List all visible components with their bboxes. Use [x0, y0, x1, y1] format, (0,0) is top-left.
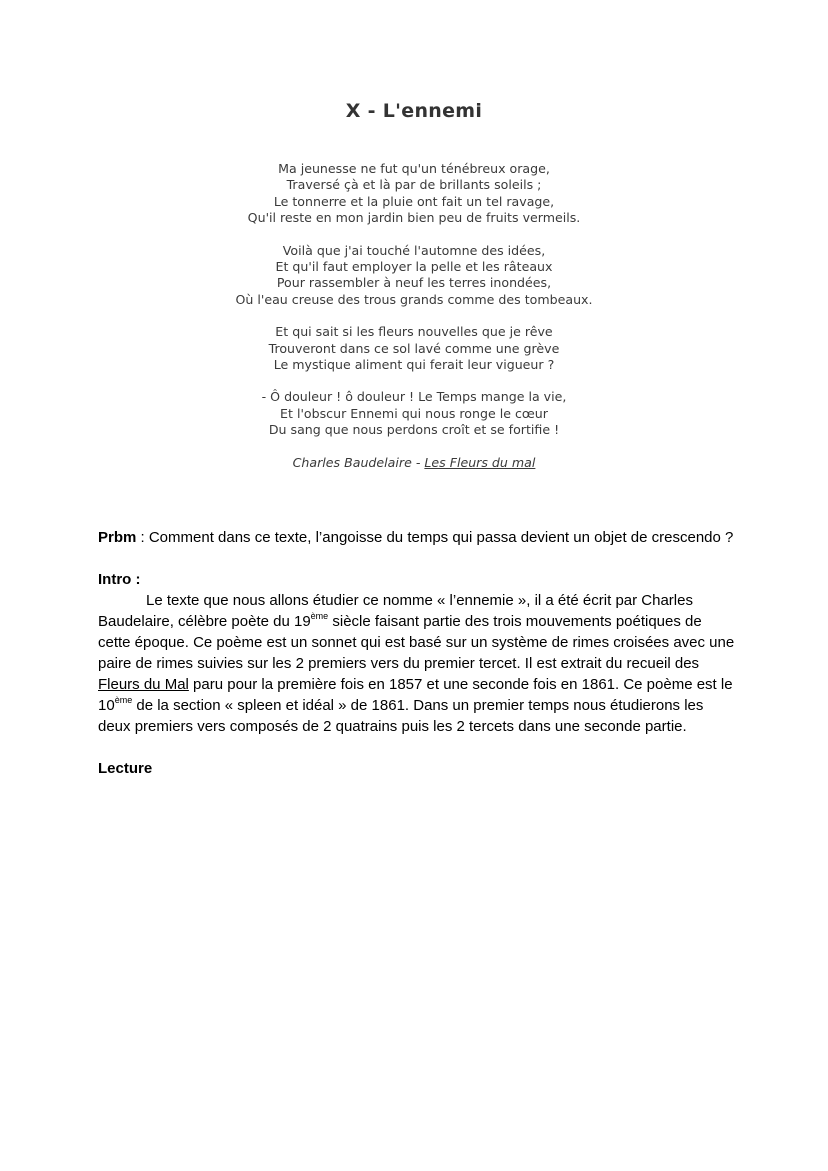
- verse: Le tonnerre et la pluie ont fait un tel ravage,: [273, 193, 555, 209]
- stanza-2: [0, 243, 828, 309]
- author-name: Charles Baudelaire -: [292, 454, 425, 470]
- poem-attribution: [0, 455, 828, 471]
- intro-heading: Intro :: [98, 571, 141, 588]
- verse: Le mystique aliment qui ferait leur vigueur ?: [273, 357, 555, 373]
- verse: Où l'eau creuse des trous grands comme des tombeaux.: [235, 291, 593, 307]
- intro-paragraph: Le texte que nous allons étudier ce nomme « l’ennemie », il a été écrit par Charles Baudelaire, célèbre poète du 19ème siècle faisant partie des trois mouvements poétiques de cette époque. Ce poème est un sonnet qui est basé sur un système de rimes croisées avec une paire de rimes suivies sur les 2 premiers vers du premier tercet. Il est extrait du recueil des Fleurs du Mal paru pour la première fois en 1857 et une seconde fois en 1861. Ce poème est le 10ème de la section « spleen et idéal » de 1861. Dans un premier temps nous étudierons les deux premiers vers composés de 2 quatrains puis les 2 tercets dans une seconde partie.: [98, 592, 735, 735]
- verse: Et qui sait si les fleurs nouvelles que je rêve: [275, 324, 553, 340]
- verse: Ma jeunesse ne fut qu'un ténébreux orage,: [278, 161, 550, 176]
- problem-statement: [98, 527, 738, 548]
- verse: Voilà que j'ai touché l'automne des idées,: [282, 242, 546, 258]
- book-link[interactable]: Les Fleurs du mal: [424, 454, 536, 470]
- stanza-3: [0, 324, 828, 373]
- stanza-4: [0, 389, 828, 438]
- verse: Traversé çà et là par de brillants soleils ;: [286, 177, 542, 193]
- analysis-section: [98, 527, 738, 779]
- book-title: Fleurs du Mal: [98, 676, 189, 693]
- verse: Et qu'il faut employer la pelle et les râteaux: [275, 259, 553, 275]
- poem-body: [0, 161, 828, 471]
- verse: Qu'il reste en mon jardin bien peu de fruits vermeils.: [247, 210, 581, 226]
- verse: Trouveront dans ce sol lavé comme une grève: [268, 340, 560, 356]
- problem-label: Prbm: [98, 529, 137, 546]
- verse: - Ô douleur ! ô douleur ! Le Temps mange la vie,: [261, 389, 567, 405]
- verse: Et l'obscur Ennemi qui nous ronge le cœur: [280, 405, 548, 421]
- stanza-1: [0, 161, 828, 227]
- poem-title: X - L'ennemi: [345, 100, 483, 122]
- verse: Du sang que nous perdons croît et se fortifie !: [268, 422, 560, 438]
- problem-text: : Comment dans ce texte, l’angoisse du temps qui passa devient un objet de crescendo ?: [136, 529, 734, 546]
- lecture-heading: Lecture: [98, 760, 153, 777]
- verse: Pour rassembler à neuf les terres inondées,: [276, 275, 552, 291]
